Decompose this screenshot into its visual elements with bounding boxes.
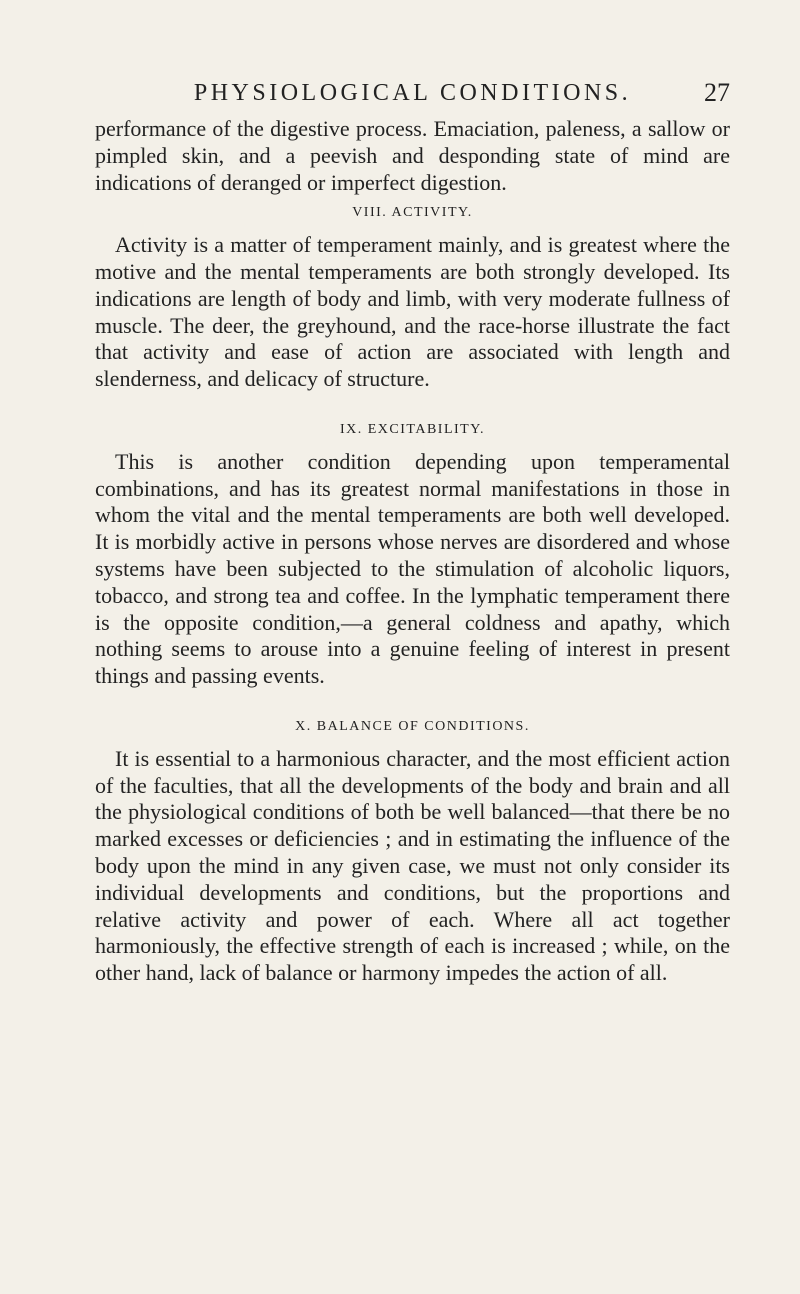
section-heading-balance: X. BALANCE OF CONDITIONS. (295, 718, 530, 734)
continuation-paragraph: performance of the digestive process. Emaciation, paleness, a sallow or pimpled skin, and a peevish and desponding state of mind are indications of deranged or imperfect digestion. (95, 116, 730, 195)
section-heading-activity: VIII. ACTIVITY. (352, 205, 473, 221)
page-number: 27 (704, 78, 730, 107)
paragraph-activity: Activity is a matter of temperament mainly, and is greatest where the motive and the mental temperaments are both strongly developed. Its indications are length of body and limb, with very moderate fullness of muscle. The deer, the greyhound, and the race-horse illustrate the fact that activity and ease of action are associated with length and slenderness, and delicacy of structure. (95, 232, 730, 392)
running-header (95, 70, 730, 110)
section-heading-excitability: IX. EXCITABILITY. (339, 421, 486, 437)
paragraph-excitability: This is another condition depending upon temperamental combinations, and has its greatest normal manifestations in those in whom the vital and the mental temperaments are both well developed. It is morbidly active in persons whose nerves are disordered and whose systems have been subjected to the stimulation of alcoholic liquors, tobacco, and strong tea and coffee. In the lymphatic temperament there is the opposite condition,—a general coldness and apathy, which nothing seems to arouse into a genuine feeling of interest in present things and passing events. (95, 448, 730, 689)
paragraph-balance: It is essential to a harmonious character, and the most efficient action of the faculties, that all the developments of the body and brain and all the physiological conditions of both be well balanced—that there be no marked excesses or deficiencies ; and in estimating the influence of the body upon the mind in any given case, we must not only consider its individual developments and conditions, but the proportions and relative activity and power of each. Where all act together harmoniously, the effective strength of each is increased ; while, on the other hand, lack of balance or harmony impedes the action of all. (95, 745, 730, 986)
running-title: PHYSIOLOGICAL CONDITIONS. (193, 80, 632, 106)
body-text (95, 116, 730, 987)
